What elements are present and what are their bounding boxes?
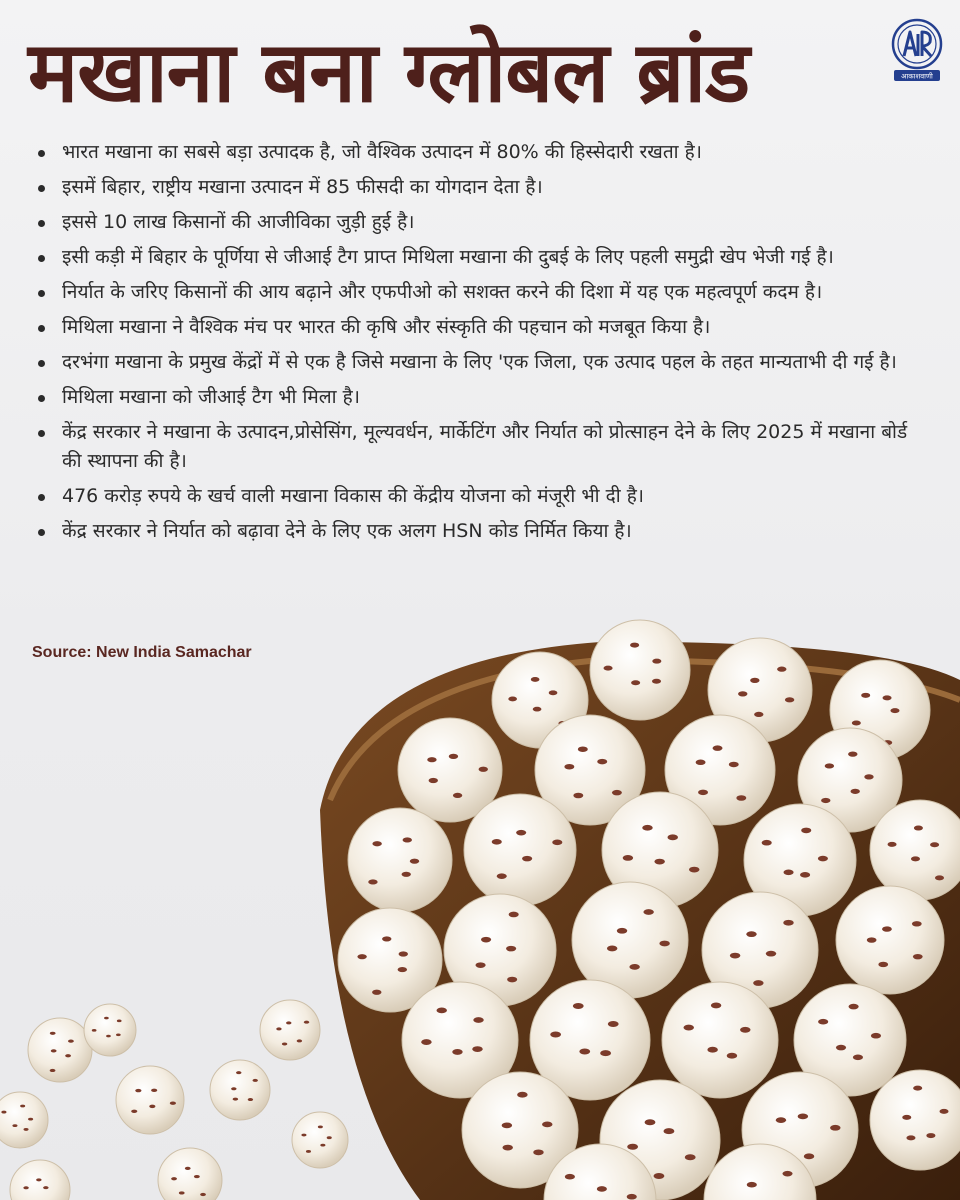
makhana-seed: [10, 1160, 70, 1200]
makhana-bowl-image: [0, 600, 960, 1200]
list-item: इससे 10 लाख किसानों की आजीविका जुड़ी हुई है।: [30, 208, 930, 237]
fact-list: [30, 138, 930, 552]
makhana-seed: [116, 1066, 184, 1134]
list-item: इसमें बिहार, राष्ट्रीय मखाना उत्पादन में 85 फीसदी का योगदान देता है।: [30, 173, 930, 202]
list-item: इसी कड़ी में बिहार के पूर्णिया से जीआई टैग प्राप्त मिथिला मखाना की दुबई के लिए पहली समुद्री खेप भेजी गई है।: [30, 243, 930, 272]
list-item: निर्यात के जरिए किसानों की आय बढ़ाने और एफपीओ को सशक्त करने की दिशा में यह एक महत्वपूर्ण कदम है।: [30, 278, 930, 307]
list-item: केंद्र सरकार ने निर्यात को बढ़ावा देने के लिए एक अलग HSN कोड निर्मित किया है।: [30, 517, 930, 546]
makhana-seed: [158, 1148, 222, 1200]
makhana-seed: [836, 886, 944, 994]
list-item: मिथिला मखाना को जीआई टैग भी मिला है।: [30, 383, 930, 412]
makhana-seed: [590, 620, 690, 720]
logo-caption: आकाशवाणी: [901, 72, 933, 81]
makhana-seed: [662, 982, 778, 1098]
list-item: केंद्र सरकार ने मखाना के उत्पादन,प्रोसेसिंग, मूल्यवर्धन, मार्केटिंग और निर्यात को प्रोत्साहन देने के लिए 2025 में मखाना बोर्ड की स्थापना की है।: [30, 418, 930, 476]
list-item: 476 करोड़ रुपये के खर्च वाली मखाना विकास की केंद्रीय योजना को मंजूरी भी दी है।: [30, 482, 930, 511]
makhana-seed: [210, 1060, 270, 1120]
makhana-seed: [292, 1112, 348, 1168]
page-title: मखाना बना ग्लोबल ब्रांड: [28, 23, 750, 121]
makhana-seed: [348, 808, 452, 912]
list-item: भारत मखाना का सबसे बड़ा उत्पादक है, जो वैश्विक उत्पादन में 80% की हिस्सेदारी रखता है।: [30, 138, 930, 167]
makhana-seed: [28, 1018, 92, 1082]
makhana-seed: [260, 1000, 320, 1060]
makhana-seed: [84, 1004, 136, 1056]
source-credit: Source: New India Samachar: [32, 644, 252, 661]
list-item: मिथिला मखाना ने वैश्विक मंच पर भारत की कृषि और संस्कृति की पहचान को मजबूत किया है।: [30, 313, 930, 342]
makhana-seed: [464, 794, 576, 906]
akashvani-logo-icon: [884, 16, 950, 82]
list-item: दरभंगा मखाना के प्रमुख केंद्रों में से एक है जिसे मखाना के लिए 'एक जिला, एक उत्पाद पहल के तहत मान्यताभी दी गई है।: [30, 348, 930, 377]
makhana-seed: [0, 1092, 48, 1148]
